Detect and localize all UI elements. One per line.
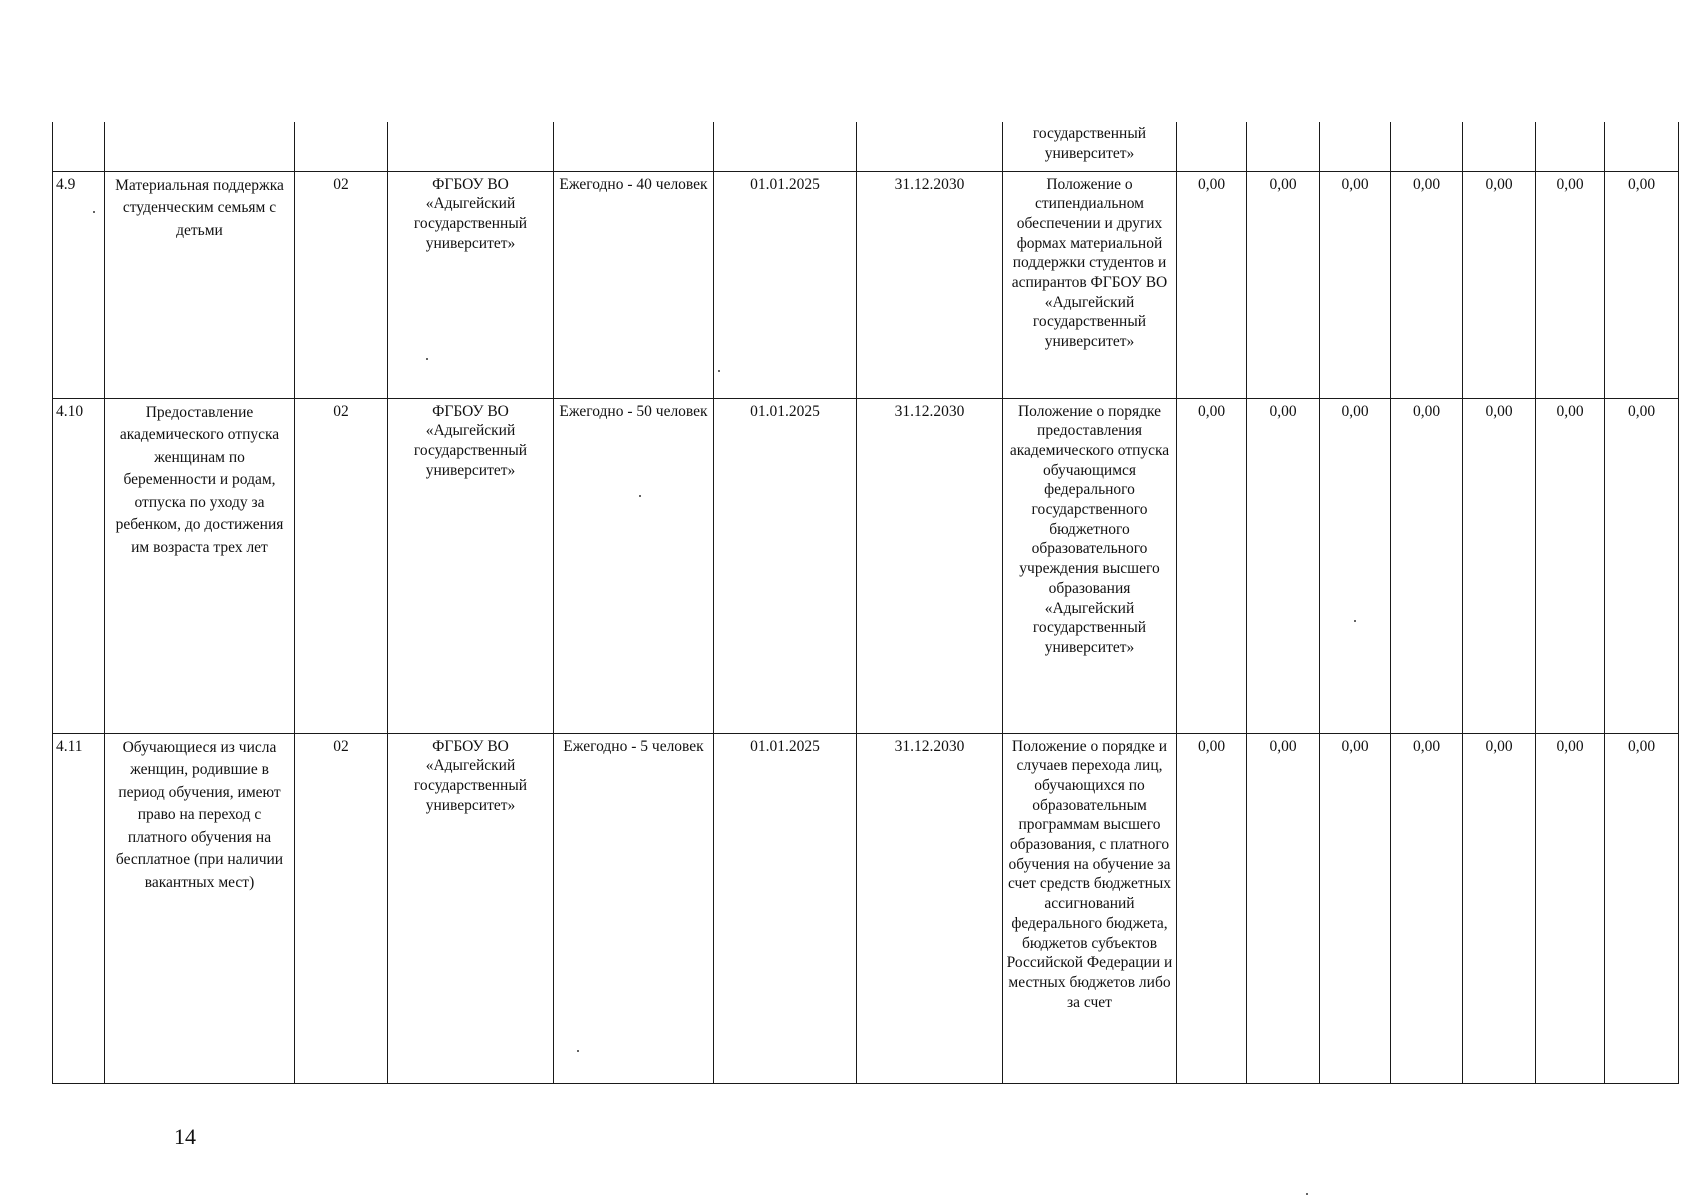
scan-speck <box>639 495 641 497</box>
cell-end-date: 31.12.2030 <box>857 733 1003 1083</box>
cell-start-date: 01.01.2025 <box>714 398 857 733</box>
cell-start-date: 01.01.2025 <box>714 733 857 1083</box>
cell-amount: 0,00 <box>1391 733 1463 1083</box>
cell-code: 02 <box>295 398 388 733</box>
scan-speck <box>93 211 95 213</box>
cell-document: Положение о порядке и случаев перехода лиц, обучающихся по образовательным программам высшего образования, с платного обучения на обучение за счет средств бюджетных ассигнований федерального бюджета, бюджетов субъектов Российской Федерации и местных бюджетов либо за счет <box>1003 733 1177 1083</box>
cell-amount: 0,00 <box>1247 398 1320 733</box>
cell-amount: 0,00 <box>1320 733 1391 1083</box>
cell-amount: 0,00 <box>1536 398 1605 733</box>
measures-table <box>52 122 1679 1084</box>
cell-amount <box>1320 122 1391 171</box>
cell-measure: Материальная поддержка студенческим семьям с детьми <box>105 171 295 398</box>
scan-speck <box>426 358 428 360</box>
cell-executor <box>388 122 554 171</box>
cell-amount: 0,00 <box>1391 171 1463 398</box>
cell-amount: 0,00 <box>1605 398 1679 733</box>
cell-end-date <box>857 122 1003 171</box>
cell-amount: 0,00 <box>1391 398 1463 733</box>
cell-amount <box>1536 122 1605 171</box>
cell-indicator <box>554 122 714 171</box>
cell-amount: 0,00 <box>1320 398 1391 733</box>
cell-amount <box>1391 122 1463 171</box>
cell-amount: 0,00 <box>1536 171 1605 398</box>
cell-indicator: Ежегодно - 50 человек <box>554 398 714 733</box>
scan-speck <box>577 1050 579 1052</box>
cell-indicator: Ежегодно - 40 человек <box>554 171 714 398</box>
cell-end-date: 31.12.2030 <box>857 398 1003 733</box>
cell-amount: 0,00 <box>1463 733 1536 1083</box>
cell-amount: 0,00 <box>1320 171 1391 398</box>
cell-amount: 0,00 <box>1177 398 1247 733</box>
cell-document: Положение о стипендиальном обеспечении и других формах материальной поддержки студентов и аспирантов ФГБОУ ВО «Адыгейский государственный университет» <box>1003 171 1177 398</box>
cell-measure: Предоставление академического отпуска женщинам по беременности и родам, отпуска по уходу за ребенком, до достижения им возраста трех лет <box>105 398 295 733</box>
scan-speck <box>718 370 720 372</box>
cell-amount: 0,00 <box>1177 171 1247 398</box>
cell-end-date: 31.12.2030 <box>857 171 1003 398</box>
cell-amount: 0,00 <box>1463 171 1536 398</box>
cell-num: 4.9 <box>53 171 105 398</box>
page-number: 14 <box>174 1124 196 1149</box>
cell-executor: ФГБОУ ВО «Адыгейский государственный университет» <box>388 398 554 733</box>
cell-measure <box>105 122 295 171</box>
scan-speck <box>1354 620 1356 622</box>
cell-code: 02 <box>295 733 388 1083</box>
cell-amount: 0,00 <box>1463 398 1536 733</box>
cell-amount: 0,00 <box>1536 733 1605 1083</box>
cell-code: 02 <box>295 171 388 398</box>
cell-amount: 0,00 <box>1605 171 1679 398</box>
cell-num: 4.11 <box>53 733 105 1083</box>
table-row-continuation <box>53 122 1679 171</box>
table-row <box>53 398 1679 733</box>
cell-document: Положение о порядке предоставления академического отпуска обучающимся федерального государственного бюджетного образовательного учреждения высшего образования «Адыгейский государственный университет» <box>1003 398 1177 733</box>
cell-executor: ФГБОУ ВО «Адыгейский государственный университет» <box>388 171 554 398</box>
table-row <box>53 733 1679 1083</box>
cell-num <box>53 122 105 171</box>
cell-amount: 0,00 <box>1605 733 1679 1083</box>
cell-amount <box>1247 122 1320 171</box>
cell-amount: 0,00 <box>1247 733 1320 1083</box>
cell-start-date <box>714 122 857 171</box>
cell-amount <box>1463 122 1536 171</box>
cell-measure: Обучающиеся из числа женщин, родившие в период обучения, имеют право на переход с платного обучения на бесплатное (при наличии вакантных мест) <box>105 733 295 1083</box>
cell-code <box>295 122 388 171</box>
cell-document: государственный университет» <box>1003 122 1177 171</box>
cell-amount: 0,00 <box>1177 733 1247 1083</box>
cell-executor: ФГБОУ ВО «Адыгейский государственный университет» <box>388 733 554 1083</box>
cell-amount <box>1177 122 1247 171</box>
cell-num: 4.10 <box>53 398 105 733</box>
cell-amount: 0,00 <box>1247 171 1320 398</box>
cell-indicator: Ежегодно - 5 человек <box>554 733 714 1083</box>
cell-start-date: 01.01.2025 <box>714 171 857 398</box>
scan-speck <box>1306 1193 1308 1195</box>
table-row <box>53 171 1679 398</box>
cell-amount <box>1605 122 1679 171</box>
